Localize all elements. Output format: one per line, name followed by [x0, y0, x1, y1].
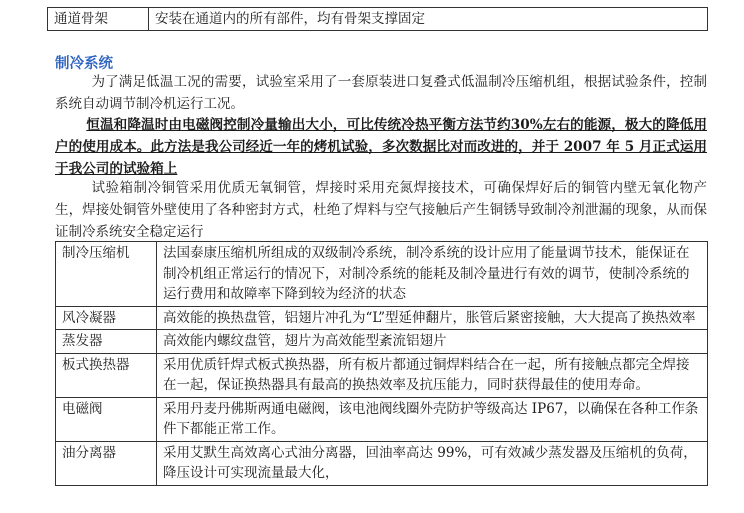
highlight-paragraph: 恒温和降温时由电磁阀控制冷量输出大小，可比传统冷热平衡方法节约30%左右的能源，极大的降低用户的使用成本。此方法是我公司经近一年的烤机试验，多次数据比对而改进的，并于 2007 年 5 月正式运用于我公司的试验箱上 — [55, 117, 707, 177]
table-row — [56, 306, 708, 330]
table-row — [56, 330, 708, 354]
piping-paragraph: 试验箱制冷铜管采用优质无氧铜管，焊接时采用充氮焊接技术，可确保焊好后的铜管内壁无氧化物产生，焊接处铜管外壁使用了各种密封方式，杜绝了焊料与空气接触后产生铜锈导致制冷剂泄漏的现象，从而保证制冷系统安全稳定运行 — [55, 180, 707, 240]
table-row — [56, 441, 708, 485]
component-desc: 法国泰康压缩机所组成的双级制冷系统，制冷系统的设计应用了能量调节技术，能保证在制冷机组正常运行的情况下，对制冷系统的能耗及制冷量进行有效的调节，使制冷系统的运行费用和故障率下降到较为经济的状态 — [157, 242, 708, 307]
intro-paragraph: 为了满足低温工况的需要，试验室采用了一套原装进口复叠式低温制冷压缩机组，根据试验条件，控制系统自动调节制冷机运行工况。 — [55, 74, 707, 112]
table-row — [48, 8, 708, 31]
component-desc: 高效能的换热盘管，铝翅片冲孔为“L”型延伸翻片，胀管后紧密接触，大大提高了换热效率 — [157, 306, 708, 330]
component-desc: 采用优质钎焊式板式换热器，所有板片都通过铜焊料结合在一起，所有接触点都完全焊接在一起，保证换热器具有最高的换热效率及抗压能力，同时获得最佳的使用寿命。 — [157, 353, 708, 397]
component-name: 制冷压缩机 — [56, 242, 157, 307]
component-name: 风冷凝器 — [56, 306, 157, 330]
table-row — [56, 242, 708, 307]
section-heading: 制冷系统 — [55, 56, 113, 72]
component-desc: 采用艾默生高效离心式油分离器，回油率高达 99%，可有效减少蒸发器及压缩机的负荷，降压设计可实现流量最大化， — [157, 441, 708, 485]
component-desc: 高效能内螺纹盘管，翅片为高效能型紊流铝翅片 — [157, 330, 708, 354]
table-row — [56, 397, 708, 441]
components-table — [55, 241, 708, 486]
spec-label: 通道骨架 — [48, 8, 149, 31]
component-name: 油分离器 — [56, 441, 157, 485]
component-desc: 采用丹麦丹佛斯两通电磁阀，该电池阀线圈外壳防护等级高达 IP67，以确保在各种工作条件下都能正常工作。 — [157, 397, 708, 441]
spec-value: 安装在通道内的所有部件，均有骨架支撑固定 — [149, 8, 708, 31]
component-name: 蒸发器 — [56, 330, 157, 354]
table-row — [56, 353, 708, 397]
skeleton-spec-table — [47, 7, 708, 31]
component-name: 电磁阀 — [56, 397, 157, 441]
component-name: 板式换热器 — [56, 353, 157, 397]
